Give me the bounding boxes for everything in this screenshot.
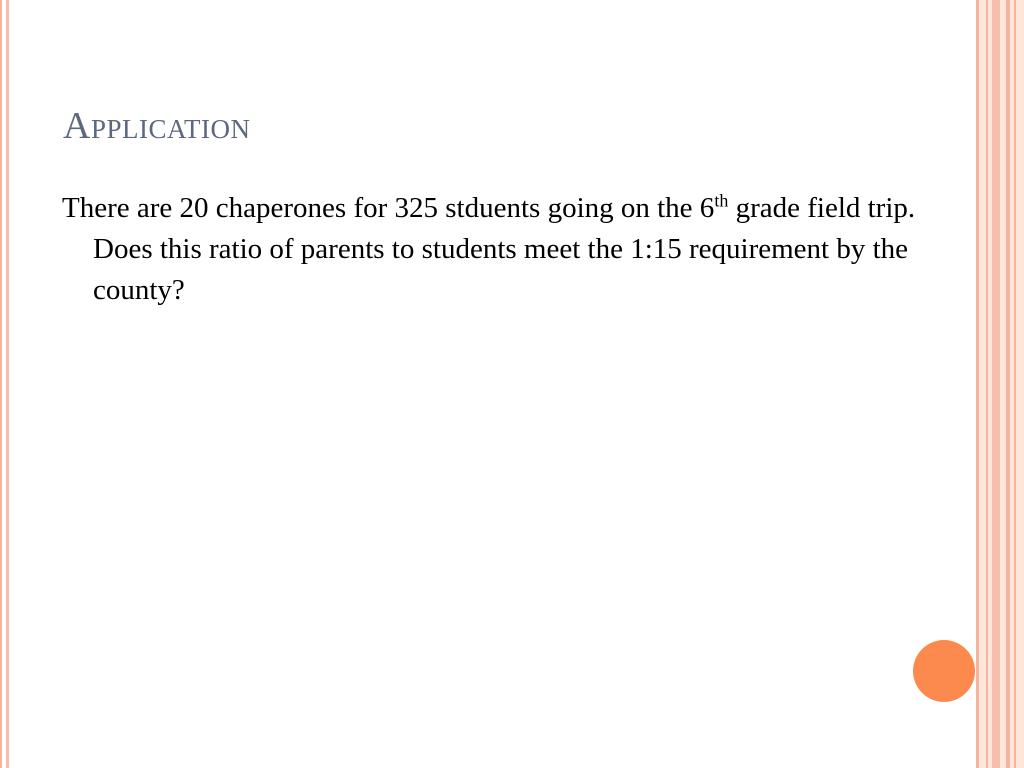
body-text-part2: grade field trip. Does this ratio of parents to students meet the 1:15 requirement by the county? bbox=[93, 192, 916, 306]
right-stripe bbox=[986, 0, 988, 768]
ordinal-superscript: th bbox=[714, 190, 729, 211]
right-stripe bbox=[992, 0, 1000, 768]
left-border-line bbox=[6, 0, 9, 768]
right-stripe bbox=[1014, 0, 1016, 768]
slide-title: Application bbox=[63, 105, 251, 147]
left-border-line bbox=[0, 0, 2, 768]
right-stripe bbox=[976, 0, 979, 768]
slide-body-text bbox=[62, 188, 933, 311]
body-text-part1: There are 20 chaperones for 325 stduents going on the 6 bbox=[62, 192, 715, 224]
orange-circle-decoration bbox=[913, 640, 975, 702]
right-stripe bbox=[1006, 0, 1010, 768]
